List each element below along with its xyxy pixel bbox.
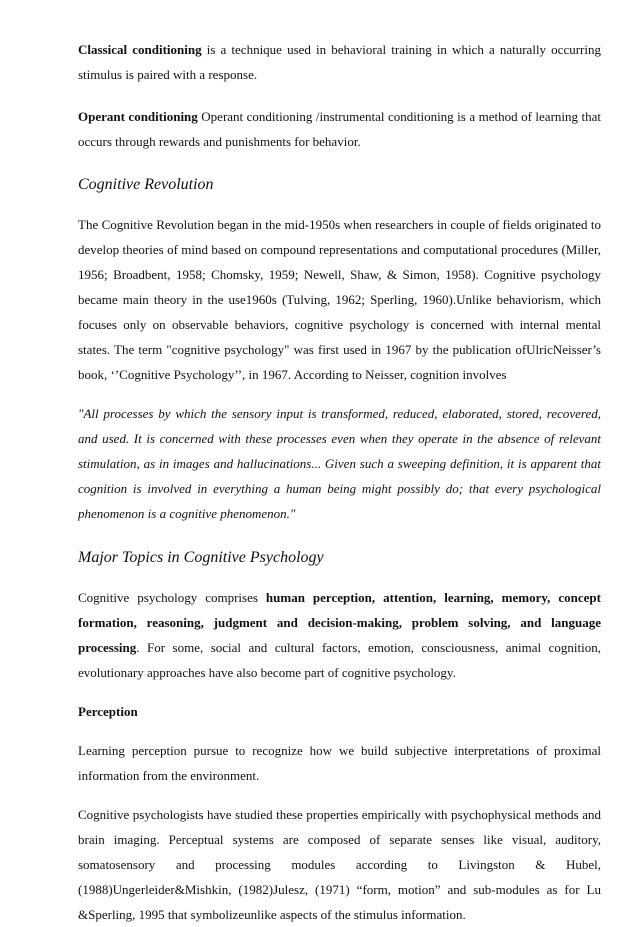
major-topics-bold-list: human perception, attention, learning, memory, concept formation, reasoning, judgment and decision-making, problem solving, and language processing [78,590,601,655]
classical-conditioning-paragraph [78,37,601,87]
major-topics-paragraph [78,585,601,685]
major-topics-intro: Cognitive psychology comprises [78,590,266,605]
perception-heading: Perception [78,704,138,719]
classical-conditioning-text: is a technique used in behavioral training in which a naturally occurring stimulus is paired with a response. [78,42,601,82]
perception-paragraph-1: Learning perception pursue to recognize how we build subjective interpretations of proximal information from the environment. [78,743,601,783]
operant-conditioning-paragraph [78,104,601,154]
operant-conditioning-term: Operant conditioning [78,109,198,124]
neisser-quote: "All processes by which the sensory input is transformed, reduced, elaborated, stored, recovered, and used. It is concerned with these processes even when they operate in the absence of relevant stimulation, as in images and hallucinations... Given such a sweeping definition, it is apparent that cognition is involved in everything a human being might possibly do; that every psychological phenomenon is a cognitive phenomenon." [78,406,601,521]
major-topics-heading: Major Topics in Cognitive Psychology [78,549,324,566]
perception-paragraph-2-part-1: Cognitive psychologists have studied these properties empirically with psychophysical methods and brain imaging. Perceptual systems are composed of separate senses like visual, auditory, somatosensory and processing modules according to Livingston & Hubel, [78,807,601,872]
perception-paragraph-2-part-2: (1988)Ungerleider&Mishkin, (1982)Julesz, (1971) “form, motion” and sub-modules as for Lu &Sperling, 1995 that symbolizeunlike aspects of the stimulus information. [78,882,601,922]
operant-conditioning-text: Operant conditioning /instrumental conditioning is a method of learning that occurs through rewards and punishments for behavior. [78,109,601,149]
classical-conditioning-term: Classical conditioning [78,42,202,57]
cognitive-revolution-heading: Cognitive Revolution [78,176,214,193]
cognitive-revolution-paragraph: The Cognitive Revolution began in the mid-1950s when researchers in couple of fields originated to develop theories of mind based on compound representations and computational procedures (Miller, 1956; Broadbent, 1958; Chomsky, 1959; Newell, Shaw, & Simon, 1958). Cognitive psychology became main theory in the use1960s (Tulving, 1962; Sperling, 1960).Unlike behaviorism, which focuses only on observable behaviors, cognitive psychology is concerned with internal mental states. The term "cognitive psychology" was first used in 1967 by the publication ofUlricNeisser’s book, ‘’Cognitive Psychology’’, in 1967. According to Neisser, cognition involves [78,217,601,382]
major-topics-rest: . For some, social and cultural factors, emotion, consciousness, animal cognition, evolutionary approaches have also become part of cognitive psychology. [78,640,601,680]
